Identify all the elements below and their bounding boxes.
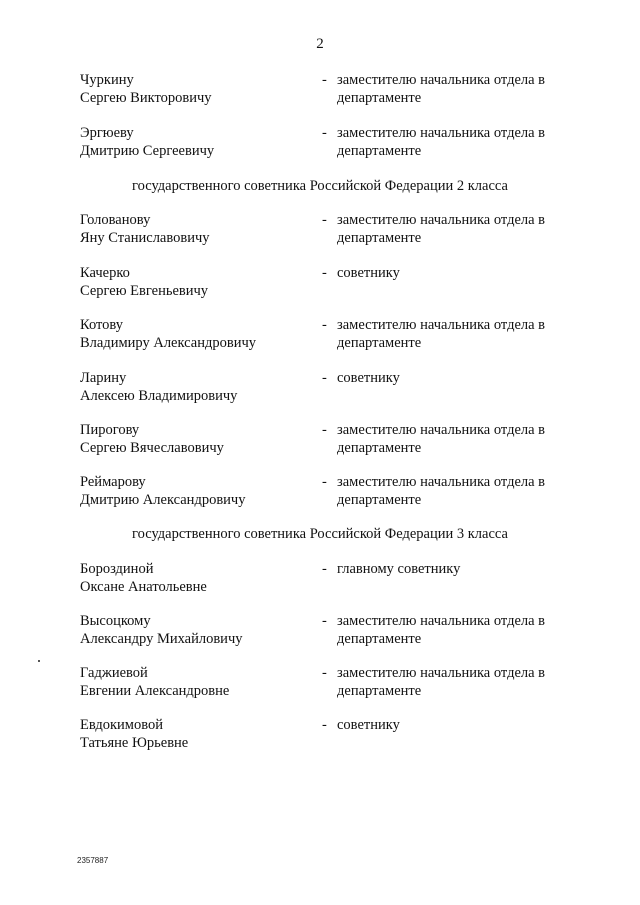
- entry-position-line-1: советнику: [337, 717, 400, 733]
- entry-position-line-1: заместителю начальника отдела в: [337, 613, 546, 629]
- entry-position: [337, 316, 577, 352]
- entry-dash: -: [322, 370, 327, 386]
- entry-position: [337, 71, 577, 107]
- entry-position-line-1: советнику: [337, 265, 400, 281]
- entry-dash: -: [322, 613, 327, 629]
- scan-speck: [38, 660, 40, 662]
- entry-name: [80, 664, 310, 700]
- entry-dash: -: [322, 474, 327, 490]
- section-heading-class-2: государственного советника Российской Федерации 2 класса: [132, 178, 508, 194]
- entry-name: [80, 560, 310, 596]
- entry-given-names: Сергею Вячеславовичу: [80, 440, 224, 456]
- entry-surname: Евдокимовой: [80, 717, 163, 733]
- entry-position-line-2: департаменте: [337, 90, 422, 106]
- entry-given-names: Владимиру Александровичу: [80, 335, 257, 351]
- entry-position: [337, 421, 577, 457]
- entry-given-names: Дмитрию Сергеевичу: [80, 143, 215, 159]
- entry-position-line-1: заместителю начальника отдела в: [337, 665, 546, 681]
- entry-given-names: Александру Михайловичу: [80, 631, 243, 647]
- entry-position: [337, 473, 577, 509]
- entry-position-line-2: департаменте: [337, 230, 422, 246]
- entry-position-line-2: департаменте: [337, 143, 422, 159]
- page-number: 2: [316, 36, 324, 52]
- entry-position: [337, 560, 577, 578]
- entry-surname: Голованову: [80, 212, 151, 228]
- entry-position-line-1: заместителю начальника отдела в: [337, 422, 546, 438]
- entry-surname: Ларину: [80, 370, 127, 386]
- entry-given-names: Сергею Викторовичу: [80, 90, 212, 106]
- entry-position: [337, 124, 577, 160]
- entry-position-line-2: департаменте: [337, 492, 422, 508]
- entry-given-names: Евгении Александровне: [80, 683, 230, 699]
- entry-name: [80, 473, 310, 509]
- entry-dash: -: [322, 125, 327, 141]
- entry-position: [337, 664, 577, 700]
- entry-dash: -: [322, 665, 327, 681]
- entry-surname: Эргюеву: [80, 125, 134, 141]
- entry-name: [80, 716, 310, 752]
- entry-name: [80, 316, 310, 352]
- section-heading-class-3: государственного советника Российской Федерации 3 класса: [132, 526, 508, 542]
- entry-position-line-2: департаменте: [337, 335, 422, 351]
- entry-given-names: Сергею Евгеньевичу: [80, 283, 209, 299]
- entry-position: [337, 264, 577, 282]
- entry-given-names: Алексею Владимировичу: [80, 388, 238, 404]
- entry-surname: Котову: [80, 317, 124, 333]
- entry-dash: -: [322, 72, 327, 88]
- entry-surname: Бороздиной: [80, 561, 154, 577]
- entry-position-line-1: заместителю начальника отдела в: [337, 72, 546, 88]
- entry-dash: -: [322, 317, 327, 333]
- entry-position: [337, 716, 577, 734]
- entry-position-line-1: заместителю начальника отдела в: [337, 125, 546, 141]
- entry-dash: -: [322, 561, 327, 577]
- entry-given-names: Оксане Анатольевне: [80, 579, 207, 595]
- entry-position-line-1: заместителю начальника отдела в: [337, 317, 546, 333]
- entry-surname: Пирогову: [80, 422, 140, 438]
- entry-dash: -: [322, 717, 327, 733]
- entry-position-line-1: заместителю начальника отдела в: [337, 474, 546, 490]
- entry-surname: Качерко: [80, 265, 130, 281]
- entry-position-line-2: департаменте: [337, 440, 422, 456]
- entry-given-names: Татьяне Юрьевне: [80, 735, 189, 751]
- entry-position-line-1: советнику: [337, 370, 400, 386]
- entry-surname: Высоцкому: [80, 613, 151, 629]
- entry-name: [80, 369, 310, 405]
- entry-name: [80, 211, 310, 247]
- entry-name: [80, 124, 310, 160]
- entry-position-line-2: департаменте: [337, 631, 422, 647]
- entry-name: [80, 71, 310, 107]
- entry-dash: -: [322, 212, 327, 228]
- entry-position-line-2: департаменте: [337, 683, 422, 699]
- entry-position: [337, 369, 577, 387]
- entry-surname: Чуркину: [80, 72, 134, 88]
- entry-dash: -: [322, 422, 327, 438]
- entry-position-line-1: главному советнику: [337, 561, 461, 577]
- entry-given-names: Яну Станиславовичу: [80, 230, 210, 246]
- entry-name: [80, 421, 310, 457]
- entry-name: [80, 264, 310, 300]
- entry-given-names: Дмитрию Александровичу: [80, 492, 246, 508]
- entry-name: [80, 612, 310, 648]
- entry-dash: -: [322, 265, 327, 281]
- document-id: 2357887: [77, 856, 109, 865]
- entry-position: [337, 612, 577, 648]
- entry-surname: Гаджиевой: [80, 665, 148, 681]
- entry-surname: Реймарову: [80, 474, 146, 490]
- entry-position: [337, 211, 577, 247]
- entry-position-line-1: заместителю начальника отдела в: [337, 212, 546, 228]
